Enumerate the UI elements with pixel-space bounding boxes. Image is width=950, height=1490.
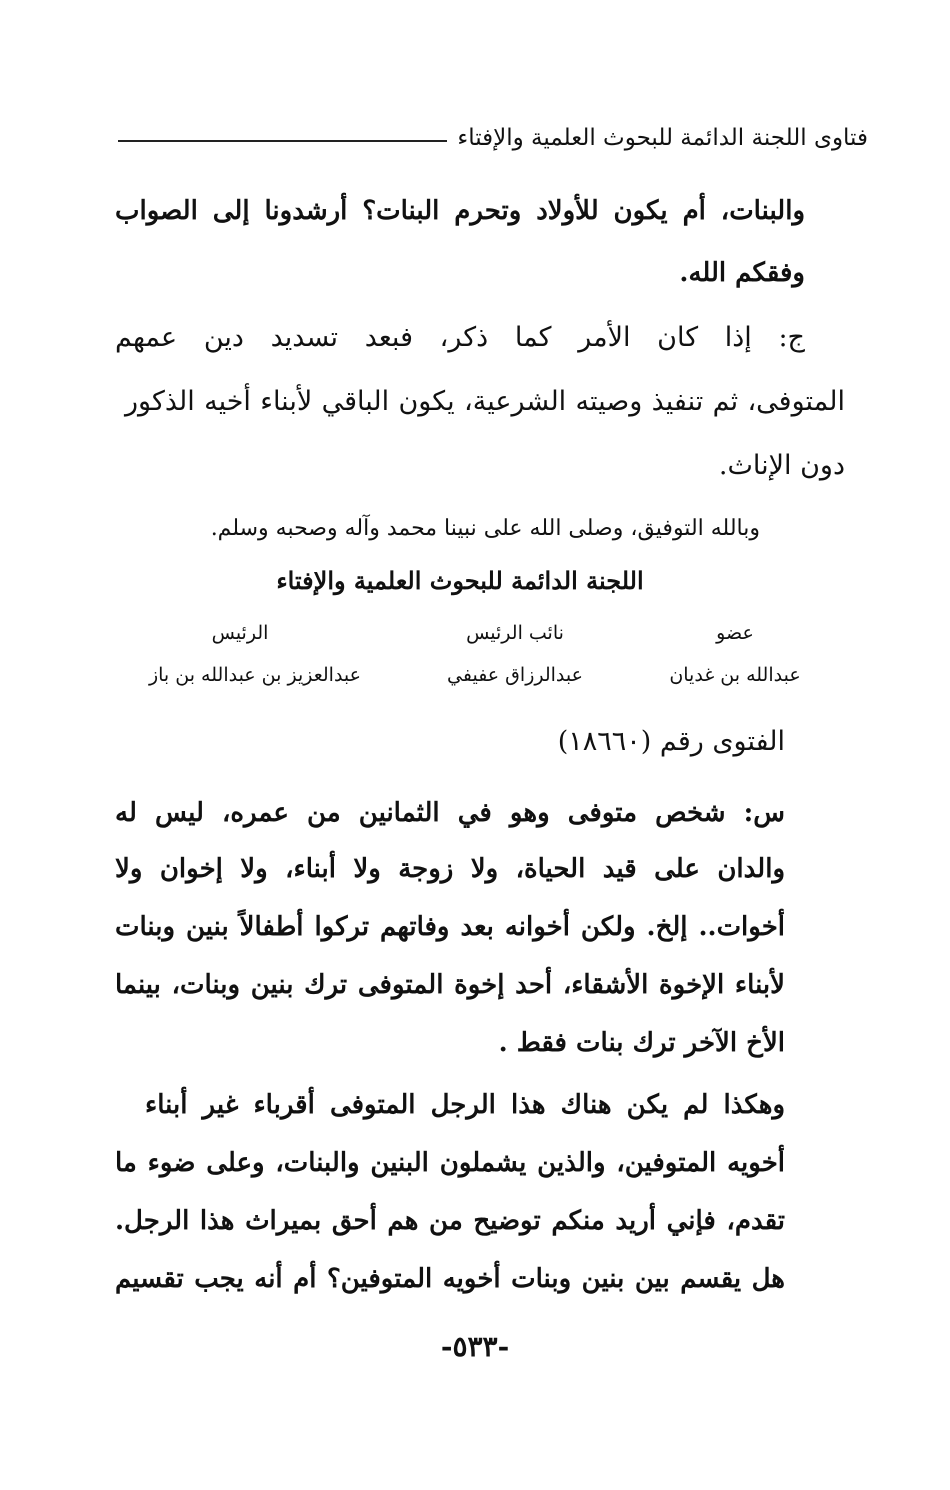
member-role-2: نائب الرئيس: [466, 622, 564, 644]
question-line-7: أخويه المتوفين، والذين يشملون البنين والبنات، وعلى ضوء ما: [115, 1148, 785, 1178]
question-line-9: هل يقسم بين بنين وبنات أخويه المتوفين؟ أم أنه يجب تقسيم: [115, 1264, 785, 1294]
prev-answer-line-3: دون الإناث.: [718, 450, 845, 481]
running-header: [118, 118, 868, 158]
prev-answer-line-2: المتوفى، ثم تنفيذ وصيته الشرعية، يكون الباقي لأبناء أخيه الذكور: [125, 386, 845, 417]
prev-question-line-2: وفقكم الله.: [679, 258, 805, 288]
prev-question-line-1: والبنات، أم يكون للأولاد وتحرم البنات؟ أرشدونا إلى الصواب: [115, 196, 805, 226]
question-line-2: والدان على قيد الحياة، ولا زوجة ولا أبناء، ولا إخوان ولا: [115, 854, 785, 884]
member-name-2: عبدالرزاق عفيفي: [447, 664, 583, 686]
member-name-3: عبدالعزيز بن عبدالله بن باز: [148, 664, 362, 686]
question-line-5: الأخ الآخر ترك بنات فقط .: [498, 1028, 785, 1058]
member-role-1: عضو: [716, 622, 754, 644]
header-rule: [118, 140, 447, 142]
committee-title: اللجنة الدائمة للبحوث العلمية والإفتاء: [276, 566, 644, 595]
question-line-4: لأبناء الإخوة الأشقاء، أحد إخوة المتوفى ترك بنين وبنات، بينما: [115, 970, 785, 1000]
member-name-1: عبدالله بن غديان: [669, 664, 801, 686]
fatwa-number: الفتوى رقم (١٨٦٦٠): [557, 726, 785, 757]
question-line-6: وهكذا لم يكن هناك هذا الرجل المتوفى أقرباء غير أبناء: [145, 1090, 785, 1120]
question-line-3: أخوات.. إلخ. ولكن أخوانه بعد وفاتهم تركوا أطفالاً بنين وبنات: [115, 912, 785, 942]
prev-answer-line-1: ج: إذا كان الأمر كما ذكر، فبعد تسديد دين عمهم: [115, 322, 805, 353]
page-number: -٥٣٣-: [440, 1330, 510, 1363]
running-header-title: فتاوى اللجنة الدائمة للبحوث العلمية والإفتاء: [457, 125, 868, 151]
member-role-3: الرئيس: [211, 622, 269, 644]
question-line-1: س: شخص متوفى وهو في الثمانين من عمره، ليس له: [115, 798, 785, 828]
question-line-8: تقدم، فإني أريد منكم توضيح من هم أحق بميراث هذا الرجل.: [115, 1206, 785, 1236]
closing-line: وبالله التوفيق، وصلى الله على نبينا محمد وآله وصحبه وسلم.: [210, 516, 760, 541]
